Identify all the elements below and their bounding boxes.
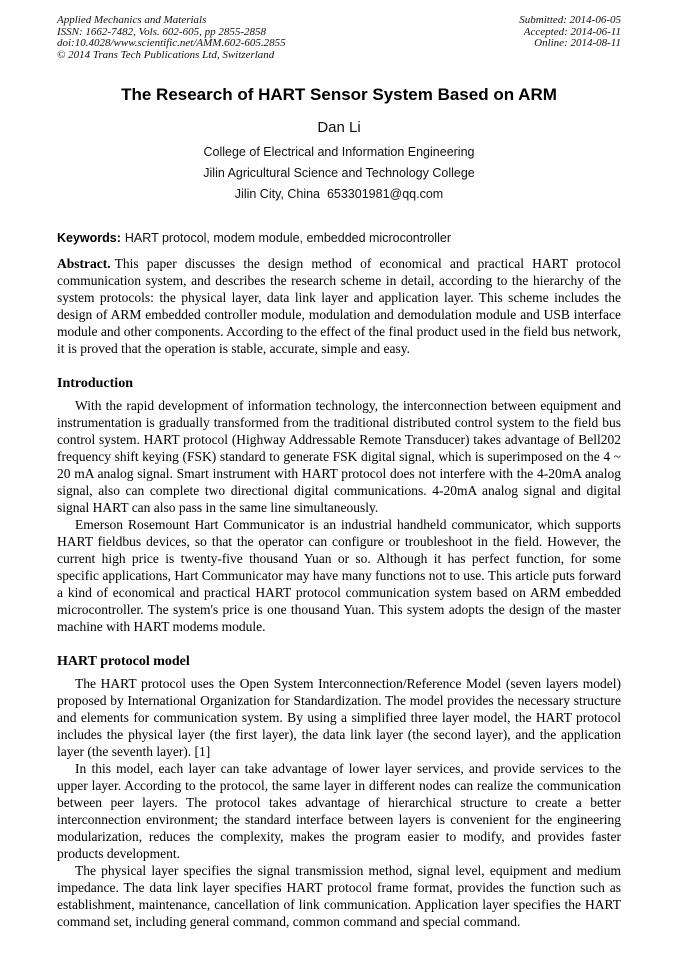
affiliation-department: College of Electrical and Information Engineering [203,145,475,159]
date-submitted: Submitted: 2014-06-05 [519,14,621,26]
section-heading-hart-protocol-model: HART protocol model [57,654,190,669]
hart-model-paragraph-3: The physical layer specifies the signal transmission method, signal level, equipment and medium impedance. The data link layer specifies HART protocol frame format, provides the function such as establishment, maintenance, cancellation of link communication. Application layer specifies the HART command set, including general command, common command and special command. [57,863,621,929]
journal-issn: ISSN: 1662-7482, Vols. 602-605, pp 2855-2858 [57,25,266,38]
journal-doi: doi:10.4028/www.scientific.net/AMM.602-605.2855 [57,37,286,49]
author-name: Dan Li [317,119,361,136]
journal-copyright: © 2014 Trans Tech Publications Ltd, Switzerland [57,48,275,61]
abstract-label: Abstract. [57,256,111,271]
submission-dates [519,15,621,61]
journal-info [57,15,286,61]
abstract-paragraph [57,255,621,357]
section-heading-introduction: Introduction [57,376,133,391]
date-accepted: Accepted: 2014-06-11 [523,25,621,38]
journal-header [57,15,621,61]
paper-title: The Research of HART Sensor System Based on ARM [121,85,557,104]
affiliation-contact: Jilin City, China 653301981@qq.com [234,187,444,201]
introduction-paragraph-2: Emerson Rosemount Hart Communicator is an industrial handheld communicator, which supports HART fieldbus devices, so that the operator can configure or troubleshoot in the field. However, the current high price is twenty-five thousand Yuan or so. Although it has perfect function, for some specific applications, Hart Communicator may have many functions not to use. This article puts forward a kind of economical and practical HART protocol communication system based on ARM embedded microcontroller. The system's price is one thousand Yuan. This system adopts the design of the master machine with HART modems module. [57,517,621,634]
affiliation-college: Jilin Agricultural Science and Technology College [203,166,475,180]
keywords-label: Keywords: [57,231,121,245]
hart-model-paragraph-2: In this model, each layer can take advantage of lower layer services, and provide services to the upper layer. According to the protocol, the same layer in different nodes can realize the communication between peer layers. The protocol takes advantage of hierarchical structure to create a better interconnection environment; the standard interface between layers is convenient for the engineering modularization, reduces the complexity, makes the program easier to modify, and provides faster products development. [57,761,621,861]
date-online: Online: 2014-08-11 [534,37,621,49]
introduction-paragraph-1: With the rapid development of information technology, the interconnection between equipment and instrumentation is gradually transformed from the traditional distributed control system to the field bus control system. HART protocol (Highway Addressable Remote Transducer) takes advantage of Bell202 frequency shift keying (FSK) standard to generate FSK digital signal, which is superimposed on the 4 ~ 20 mA analog signal. Smart instrument with HART protocol does not interfere with the 4-20mA analog signal, also can complete two directional digital communications. 4-20mA analog signal and digital signal HART can also pass in the same line simultaneously. [57,398,621,515]
keywords-line [57,231,621,245]
keywords-text: HART protocol, modem module, embedded microcontroller [124,231,451,245]
abstract-text: This paper discusses the design method of economical and practical HART protocol communication system, and describes the research scheme in detail, according to the hierarchy of the system protocols: the physical layer, data link layer and application layer. This scheme includes the design of ARM embedded controller module, modulation and demodulation module and USB interface module and other components. According to the effect of the final product used in the field bus network, it is proved that the operation is stable, accurate, simple and easy. [57,256,621,356]
hart-model-paragraph-1: The HART protocol uses the Open System Interconnection/Reference Model (seven layers model) proposed by International Organization for Standardization. The model provides the necessary structure and elements for communication system. By using a simplified three layer model, the HART protocol includes the physical layer (the first layer), the data link layer (the second layer), and the application layer (the seventh layer). [1] [57,676,621,759]
journal-title: Applied Mechanics and Materials [57,14,207,26]
